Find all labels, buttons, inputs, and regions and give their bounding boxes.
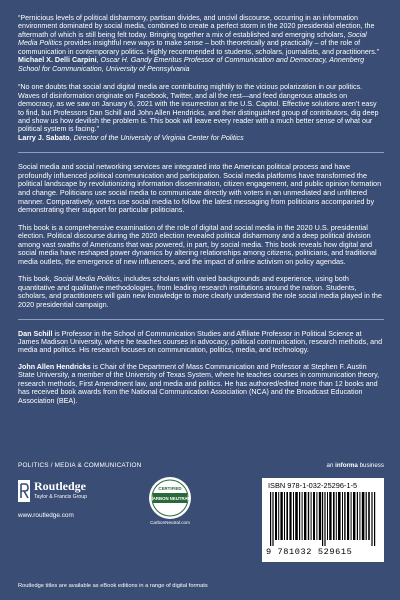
endorsement-2	[18, 83, 384, 142]
publisher-tagline	[327, 462, 384, 469]
description-text-rest: , includes scholars with varied backgrounds and experience, using both quantitative and qualitative methodologies, from leading research institutions around the nation. Students, scholars, and practitioners will gain new knowledge to more clearly understand the role social media played in the 2020 presidential campaign.	[18, 274, 382, 309]
endorsement-attribution: Larry J. Sabato, Director of the University of Virginia Center for Politics	[18, 133, 244, 142]
description-paragraph-1: Social media and social networking services are integrated into the American political process and have profoundly influenced political communication and participation. Social media platforms have transformed the political landscape by revolutionizing information dissemination, citizen engagement, and public opinion formation and change. Politicians use social media to communicate directly with voters in an unmediated and unfiltered manner. Comparatively, voters use social media to follow the latest messaging from politicians accompanied by demonstrating their support for particular politicians.	[18, 162, 382, 215]
publisher-tagline-suffix: business	[357, 462, 384, 469]
barcode-digits: 9 781032 529615	[266, 547, 353, 557]
publisher-tagline-brand: informa	[335, 462, 358, 469]
description-paragraph-2: This book is a comprehensive examination of the role of digital and social media in the 2020 U.S. presidential election. Political discourse during the 2020 election revealed political disharmony and a deep political division among vast swaths of Americans that was powered, in part, by social media. This book reveals how digital and social media have reshaped power dynamics by altering relationships among citizens, politicians, and traditional media outlets, the emergence of new influencers, and the impact of online activism on policy agendas.	[18, 222, 377, 266]
author-bio-1	[18, 330, 384, 355]
author-name: Dan Schill	[18, 329, 53, 338]
publisher-group: Taylor & Francis Group	[34, 494, 88, 500]
isbn-number: ISBN 978-1-032-25296-1-5	[268, 481, 358, 490]
subject-category: POLITICS / MEDIA & COMMUNICATION	[18, 462, 142, 469]
carbon-neutral-label: CarbonNeutral.com	[150, 520, 190, 525]
author-bio-2	[18, 363, 384, 405]
endorser-title: Oscar H. Gandy Emeritus Professor of Communication and Democracy, Annenberg School for Communication, University of Pennsylvania	[18, 56, 365, 73]
endorsement-1	[18, 14, 384, 73]
publisher-logo	[18, 477, 108, 509]
barcode-icon	[270, 492, 376, 546]
routledge-logo-icon	[18, 480, 30, 502]
back-cover-footer	[18, 462, 384, 592]
cert-top-text: CERTIFIED	[158, 486, 182, 491]
endorsement-quote-text: “Pernicious levels of political disharmony, partisan divides, and uncivil discourse, occurring in an information environment dominated by social media, combined to create a perfect storm in the 2020 presidential election, the aftermath of which is still being felt today. Bringing together a mix of established and emerging scholars,	[18, 14, 375, 39]
endorsement-quote-book-title: Social Media Politics	[18, 30, 367, 48]
publisher-website: www.routledge.com	[18, 512, 74, 519]
endorsement-quote-text-rest: provides insightful new ways to make sense – both theoretically and practically – of the role of communication in contemporary politics. Highly recommended to students, scholars, journalists, and practitioners.”	[18, 39, 380, 56]
endorser-title: Director of the University of Virginia Center for Politics	[73, 133, 244, 142]
publisher-name: Routledge	[34, 479, 86, 493]
endorsement-quote	[18, 14, 379, 56]
endorser-name: Larry J. Sabato	[18, 133, 70, 142]
carbon-neutral-badge-icon	[148, 476, 192, 520]
ebook-availability-note: Routledge titles are available as eBook editions in a range of digital formats	[18, 583, 208, 589]
publisher-tagline-prefix: an	[326, 462, 336, 469]
divider	[18, 152, 384, 153]
endorser-name: Michael X. Delli Carpini	[18, 56, 97, 65]
divider	[18, 319, 384, 320]
description-paragraph-3	[18, 275, 384, 309]
description-book-title: Social Media Politics	[53, 274, 120, 284]
description-text: This book,	[18, 274, 54, 284]
endorsement-attribution: Michael X. Delli Carpini, Oscar H. Gandy Emeritus Professor of Communication and Democracy, Annenberg School for Communication, University of Pennsylvania	[18, 56, 365, 73]
isbn-barcode	[262, 478, 384, 562]
back-cover-content	[18, 14, 384, 413]
endorsement-quote-text: “No one doubts that social and digital media are contributing mightily to the vicious polarization in our politics. Waves of disinformation originate on Facebook, Twitter, and all the rest—and feed dangerous attacks on democracy, as we saw on January 6, 2021 with the insurrection at the U.S. Capitol. Effective solutions aren’t easy to find, but Professors Dan Schill and John Allen Hendricks, and their distinguished group of contributors, dig deep and show us how devilish the problem is. This book will leave every reader with a much better sense of what our political system is facing.”	[18, 83, 379, 134]
author-name: John Allen Hendricks	[18, 362, 91, 371]
author-bio-text: is Professor in the School of Communication Studies and Affiliate Professor in Political Science at James Madison University, where he teaches courses in advocacy, political communication, research methods, and media and politics. His research focuses on communication, politics, media, and technology.	[18, 329, 383, 355]
author-bio-text: is Chair of the Department of Mass Communication and Professor at Stephen F. Austin State University, a member of the University of Texas System, where he teaches courses in communication theory, research methods, First Amendment law, and media and politics. He has authored/edited more than 12 books and has received book awards from the National Communication Association (NCA) and the Broadcast Education Association (BEA).	[18, 362, 380, 405]
cert-mid-text: CARBON NEUTRAL	[149, 496, 191, 501]
